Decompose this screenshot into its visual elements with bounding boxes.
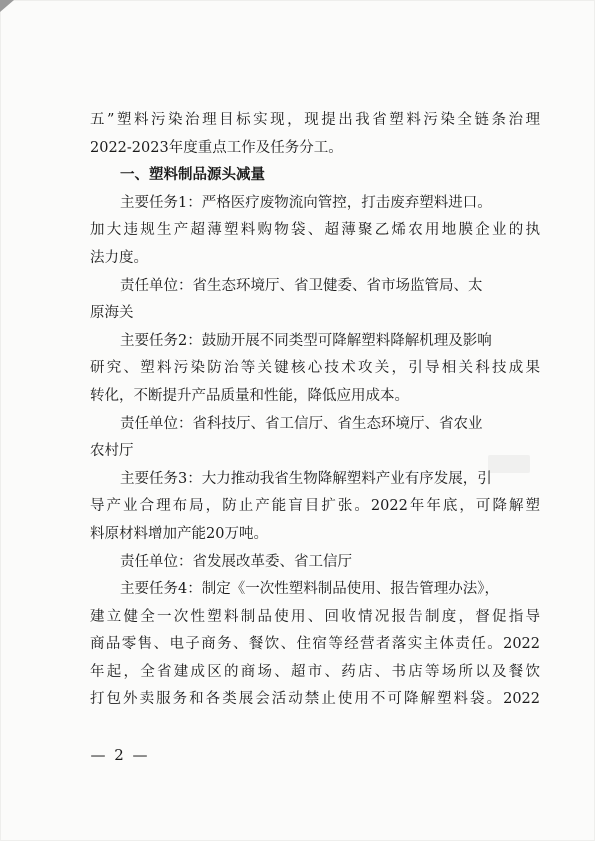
task-3-line-1: 主要任务3：大力推动我省生物降解塑料产业有序发展，引: [120, 470, 492, 487]
intro-line-2: 2022-2023年度重点工作及任务分工。: [90, 139, 343, 156]
scan-corner-mark: [0, 0, 14, 12]
task-1-line-1: 主要任务1：严格医疗废物流向管控，打击废弃塑料进口。: [120, 194, 492, 211]
task-1-line-3: 法力度。: [90, 249, 148, 266]
task-2-line-3: 转化，不断提升产品质量和性能，降低应用成本。: [90, 387, 409, 404]
task-4-line-1: 主要任务4：制定《一次性塑料制品使用、报告管理办法》，: [120, 581, 499, 598]
unit-2-line-2: 农村厅: [90, 443, 134, 460]
task-2-line-1: 主要任务2：鼓励开展不同类型可降解塑料降解机理及影响: [120, 332, 492, 349]
page-number: — 2 —: [90, 746, 150, 764]
unit-3-line-1: 责任单位：省发展改革委、省工信厅: [120, 553, 352, 570]
task-3-line-3: 料原材料增加产能20万吨。: [90, 525, 268, 542]
intro-line-1: 五”塑料污染治理目标实现，现提出我省塑料污染全链条治理: [90, 112, 540, 128]
document-body: [90, 107, 540, 714]
task-4-line-2: 建立健全一次性塑料制品使用、回收情况报告制度，督促指导: [90, 608, 540, 625]
unit-2-line-1: 责任单位：省科技厅、省工信厅、省生态环境厅、省农业: [120, 415, 483, 432]
task-4-line-3: 商品零售、电子商务、餐饮、住宿等经营者落实主体责任。2022: [90, 636, 540, 653]
task-1-line-2: 加大违规生产超薄塑料购物袋、超薄聚乙烯农用地膜企业的执: [90, 222, 540, 239]
unit-1-line-1: 责任单位：省生态环境厅、省卫健委、省市场监管局、太: [120, 277, 483, 294]
unit-1-line-2: 原海关: [90, 305, 134, 322]
section-heading: 一、塑料制品源头减量: [120, 167, 265, 184]
task-3-line-2: 导产业合理布局，防止产能盲目扩张。2022年年底，可降解塑: [90, 498, 540, 515]
task-4-line-4: 年起，全省建成区的商场、超市、药店、书店等场所以及餐饮: [90, 663, 540, 680]
task-2-line-2: 研究、塑料污染防治等关键核心技术攻关，引导相关科技成果: [90, 360, 540, 377]
task-4-line-5: 打包外卖服务和各类展会活动禁止使用不可降解塑料袋。2022: [90, 691, 540, 708]
